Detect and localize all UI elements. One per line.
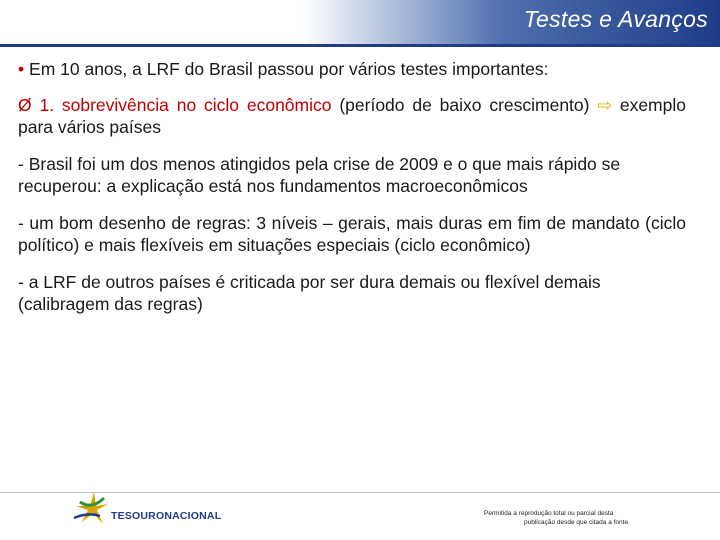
logo-wordmark: TESOURONACIONAL (111, 510, 222, 522)
item-1 (18, 94, 686, 138)
item-1-highlight: 1. sobrevivência no ciclo econômico (39, 95, 332, 115)
slide-body (18, 58, 686, 315)
item-2: - Brasil foi um dos menos atingidos pela crise de 2009 e o que mais rápido se recuperou: a explicação está nos fundamentos macroeconômicos (18, 154, 621, 196)
item-3: - um bom desenho de regras: 3 níveis – gerais, mais duras em fim de mandato (ciclo político) e mais flexíveis em situações especiais (ciclo econômico) (18, 213, 686, 255)
copyright-note (484, 509, 684, 527)
item-1-detail: (período de baixo crescimento) (339, 95, 590, 115)
arrowhead-bullet-icon: Ø (18, 95, 32, 115)
copyright-line-2: publicação desde que citada a fonte. (524, 519, 630, 526)
bullet-icon: • (18, 59, 25, 79)
copyright-line-1: Permitida a reprodução total ou parcial desta (484, 510, 614, 517)
item-4: - a LRF de outros países é criticada por ser dura demais ou flexível demais (calibragem das regras) (18, 272, 601, 314)
slide-title: Testes e Avanços (523, 6, 708, 32)
header-divider (0, 44, 720, 47)
intro-bullet (18, 58, 686, 80)
right-arrow-icon: ⇨ (597, 95, 612, 115)
item-1-continuation: exemplo para vários países (18, 95, 686, 137)
intro-text: Em 10 anos, a LRF do Brasil passou por vários testes importantes: (29, 59, 549, 79)
star-icon (74, 492, 108, 524)
